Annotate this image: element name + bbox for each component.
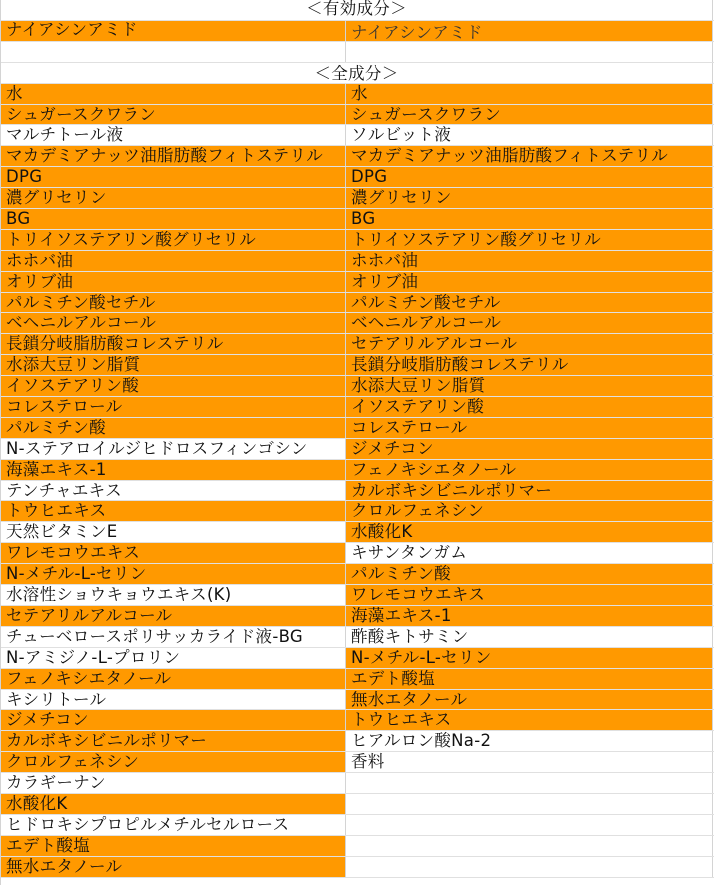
ingredient-cell-col2[interactable]: カルボキシビニルポリマー xyxy=(346,481,713,501)
ingredient-cell-col2[interactable]: パルミチン酸 xyxy=(346,564,713,584)
table-row xyxy=(1,84,714,105)
table-row xyxy=(1,209,714,230)
table-row xyxy=(1,773,714,794)
ingredient-cell-col2[interactable]: パルミチン酸セチル xyxy=(346,293,713,313)
ingredient-cell-col1[interactable]: 濃グリセリン xyxy=(1,188,346,208)
table-row xyxy=(1,376,714,397)
ingredient-cell-col2[interactable]: BG xyxy=(346,209,713,229)
ingredient-cell-col1[interactable]: マルチトール液 xyxy=(1,125,346,145)
table-row xyxy=(1,460,714,481)
ingredient-cell-col2[interactable]: フェノキシエタノール xyxy=(346,460,713,480)
table-row xyxy=(1,251,714,272)
ingredient-cell-col2[interactable]: クロルフェネシン xyxy=(346,501,713,521)
ingredient-cell-col1[interactable]: 水添大豆リン脂質 xyxy=(1,355,346,375)
ingredient-cell-col1[interactable]: N-ステアロイルジヒドロスフィンゴシン xyxy=(1,439,346,459)
table-row xyxy=(1,585,714,606)
ingredient-cell-col1[interactable]: カラギーナン xyxy=(1,773,346,793)
ingredient-cell-col1[interactable]: クロルフェネシン xyxy=(1,752,346,772)
ingredient-cell-col2[interactable]: 香料 xyxy=(346,752,713,772)
table-row xyxy=(1,272,714,293)
table-row xyxy=(1,105,714,126)
table-row xyxy=(1,606,714,627)
ingredient-cell-col1[interactable]: 天然ビタミンE xyxy=(1,522,346,542)
blank-cell[interactable] xyxy=(346,42,713,62)
ingredient-cell-col1[interactable]: BG xyxy=(1,209,346,229)
ingredient-cell-col1[interactable]: ワレモコウエキス xyxy=(1,543,346,563)
ingredient-cell-col2[interactable]: ベヘニルアルコール xyxy=(346,313,713,333)
table-row xyxy=(1,522,714,543)
ingredient-table xyxy=(1,84,714,878)
ingredient-cell-col1[interactable]: N-アミジノ-L-プロリン xyxy=(1,648,346,668)
table-row xyxy=(1,710,714,731)
ingredient-cell-col2[interactable] xyxy=(346,857,713,877)
table-row xyxy=(1,418,714,439)
ingredient-cell-col2[interactable]: コレステロール xyxy=(346,418,713,438)
ingredient-cell-col1[interactable]: 無水エタノール xyxy=(1,857,346,877)
ingredient-cell-col2[interactable]: トウヒエキス xyxy=(346,710,713,730)
ingredient-cell-col2[interactable]: 無水エタノール xyxy=(346,690,713,710)
table-row xyxy=(1,501,714,522)
ingredient-cell-col1[interactable]: 水酸化K xyxy=(1,794,346,814)
ingredient-cell-col1[interactable]: 水 xyxy=(1,84,346,104)
ingredient-cell-col2[interactable]: N-メチル-L-セリン xyxy=(346,648,713,668)
all-section-header[interactable]: ＜全成分＞ xyxy=(1,63,713,83)
table-row xyxy=(1,230,714,251)
ingredient-cell-col2[interactable]: セテアリルアルコール xyxy=(346,334,713,354)
ingredient-cell-col1[interactable]: セテアリルアルコール xyxy=(1,606,346,626)
ingredient-cell-col1[interactable]: テンチャエキス xyxy=(1,481,346,501)
ingredient-cell-col1[interactable]: 水溶性ショウキョウエキス(K) xyxy=(1,585,346,605)
table-row xyxy=(1,731,714,752)
table-row xyxy=(1,543,714,564)
table-row xyxy=(1,627,714,648)
ingredient-cell-col2[interactable] xyxy=(346,836,713,856)
ingredient-cell-col1[interactable]: 長鎖分岐脂肪酸コレステリル xyxy=(1,334,346,354)
ingredient-cell-col2[interactable]: ホホバ油 xyxy=(346,251,713,271)
table-row xyxy=(1,125,714,146)
ingredient-cell-col2[interactable] xyxy=(346,773,713,793)
ingredient-cell-col1[interactable]: カルボキシビニルポリマー xyxy=(1,731,346,751)
ingredient-cell-col2[interactable]: イソステアリン酸 xyxy=(346,397,713,417)
active-ingredient-col1[interactable]: ナイアシンアミド xyxy=(1,21,346,41)
ingredient-cell-col1[interactable]: マカデミアナッツ油脂肪酸フィトステリル xyxy=(1,146,346,166)
ingredient-cell-col2[interactable]: マカデミアナッツ油脂肪酸フィトステリル xyxy=(346,146,713,166)
ingredient-cell-col2[interactable]: ヒアルロン酸Na-2 xyxy=(346,731,713,751)
ingredient-cell-col2[interactable]: DPG xyxy=(346,167,713,187)
ingredient-cell-col2[interactable]: トリイソステアリン酸グリセリル xyxy=(346,230,713,250)
ingredient-cell-col2[interactable]: ワレモコウエキス xyxy=(346,585,713,605)
ingredient-cell-col1[interactable]: ヒドロキシプロピルメチルセルロース xyxy=(1,815,346,835)
ingredient-cell-col2[interactable]: エデト酸塩 xyxy=(346,669,713,689)
table-row xyxy=(1,794,714,815)
ingredient-cell-col2[interactable] xyxy=(346,815,713,835)
ingredient-cell-col1[interactable]: オリブ油 xyxy=(1,272,346,292)
ingredient-cell-col1[interactable]: トウヒエキス xyxy=(1,501,346,521)
ingredient-cell-col2[interactable] xyxy=(346,794,713,814)
ingredient-cell-col2[interactable]: 濃グリセリン xyxy=(346,188,713,208)
table-row xyxy=(1,334,714,355)
ingredient-cell-col1[interactable]: ホホバ油 xyxy=(1,251,346,271)
ingredient-cell-col1[interactable]: イソステアリン酸 xyxy=(1,376,346,396)
table-row xyxy=(1,439,714,460)
ingredient-cell-col1[interactable]: パルミチン酸セチル xyxy=(1,293,346,313)
table-row xyxy=(1,669,714,690)
ingredient-cell-col1[interactable]: ベヘニルアルコール xyxy=(1,313,346,333)
blank-cell[interactable] xyxy=(1,42,346,62)
table-row xyxy=(1,355,714,376)
table-row xyxy=(1,752,714,773)
table-row xyxy=(1,481,714,502)
ingredient-cell-col1[interactable]: N-メチル-L-セリン xyxy=(1,564,346,584)
ingredient-cell-col1[interactable]: エデト酸塩 xyxy=(1,836,346,856)
active-ingredient-col2[interactable]: ナイアシンアミド xyxy=(346,21,713,41)
ingredient-cell-col1[interactable]: 海藻エキス-1 xyxy=(1,460,346,480)
ingredient-cell-col2[interactable]: 酢酸キトサミン xyxy=(346,627,713,647)
ingredient-cell-col1[interactable]: ジメチコン xyxy=(1,710,346,730)
ingredient-cell-col2[interactable]: 水酸化K xyxy=(346,522,713,542)
ingredient-cell-col1[interactable]: トリイソステアリン酸グリセリル xyxy=(1,230,346,250)
ingredient-cell-col1[interactable]: パルミチン酸 xyxy=(1,418,346,438)
table-row xyxy=(1,690,714,711)
ingredient-cell-col2[interactable]: 長鎖分岐脂肪酸コレステリル xyxy=(346,355,713,375)
table-row xyxy=(1,648,714,669)
table-row xyxy=(1,815,714,836)
ingredient-cell-col2[interactable]: キサンタンガム xyxy=(346,543,713,563)
ingredient-cell-col1[interactable]: シュガースクワラン xyxy=(1,105,346,125)
ingredient-cell-col2[interactable]: シュガースクワラン xyxy=(346,105,713,125)
table-row xyxy=(1,293,714,314)
table-row xyxy=(1,836,714,857)
ingredient-cell-col1[interactable]: フェノキシエタノール xyxy=(1,669,346,689)
ingredient-cell-col2[interactable]: オリブ油 xyxy=(346,272,713,292)
table-row xyxy=(1,564,714,585)
ingredient-cell-col1[interactable]: DPG xyxy=(1,167,346,187)
table-row xyxy=(1,188,714,209)
ingredient-cell-col1[interactable]: キシリトール xyxy=(1,690,346,710)
table-row xyxy=(1,397,714,418)
ingredient-cell-col1[interactable]: コレステロール xyxy=(1,397,346,417)
table-row xyxy=(1,313,714,334)
all-section-header-row xyxy=(1,63,714,84)
active-section-header[interactable]: ＜有効成分＞ xyxy=(1,0,713,20)
active-ingredient-row xyxy=(1,21,714,42)
ingredient-cell-col2[interactable]: 水 xyxy=(346,84,713,104)
table-row xyxy=(1,146,714,167)
ingredient-cell-col2[interactable]: 海藻エキス-1 xyxy=(346,606,713,626)
ingredient-cell-col2[interactable]: 水添大豆リン脂質 xyxy=(346,376,713,396)
blank-row xyxy=(1,42,714,63)
ingredient-cell-col2[interactable]: ソルビット液 xyxy=(346,125,713,145)
table-row xyxy=(1,857,714,878)
table-row xyxy=(1,167,714,188)
ingredient-cell-col2[interactable]: ジメチコン xyxy=(346,439,713,459)
active-section-header-row xyxy=(1,0,714,21)
ingredient-cell-col1[interactable]: チューベロースポリサッカライド液-BG xyxy=(1,627,346,647)
